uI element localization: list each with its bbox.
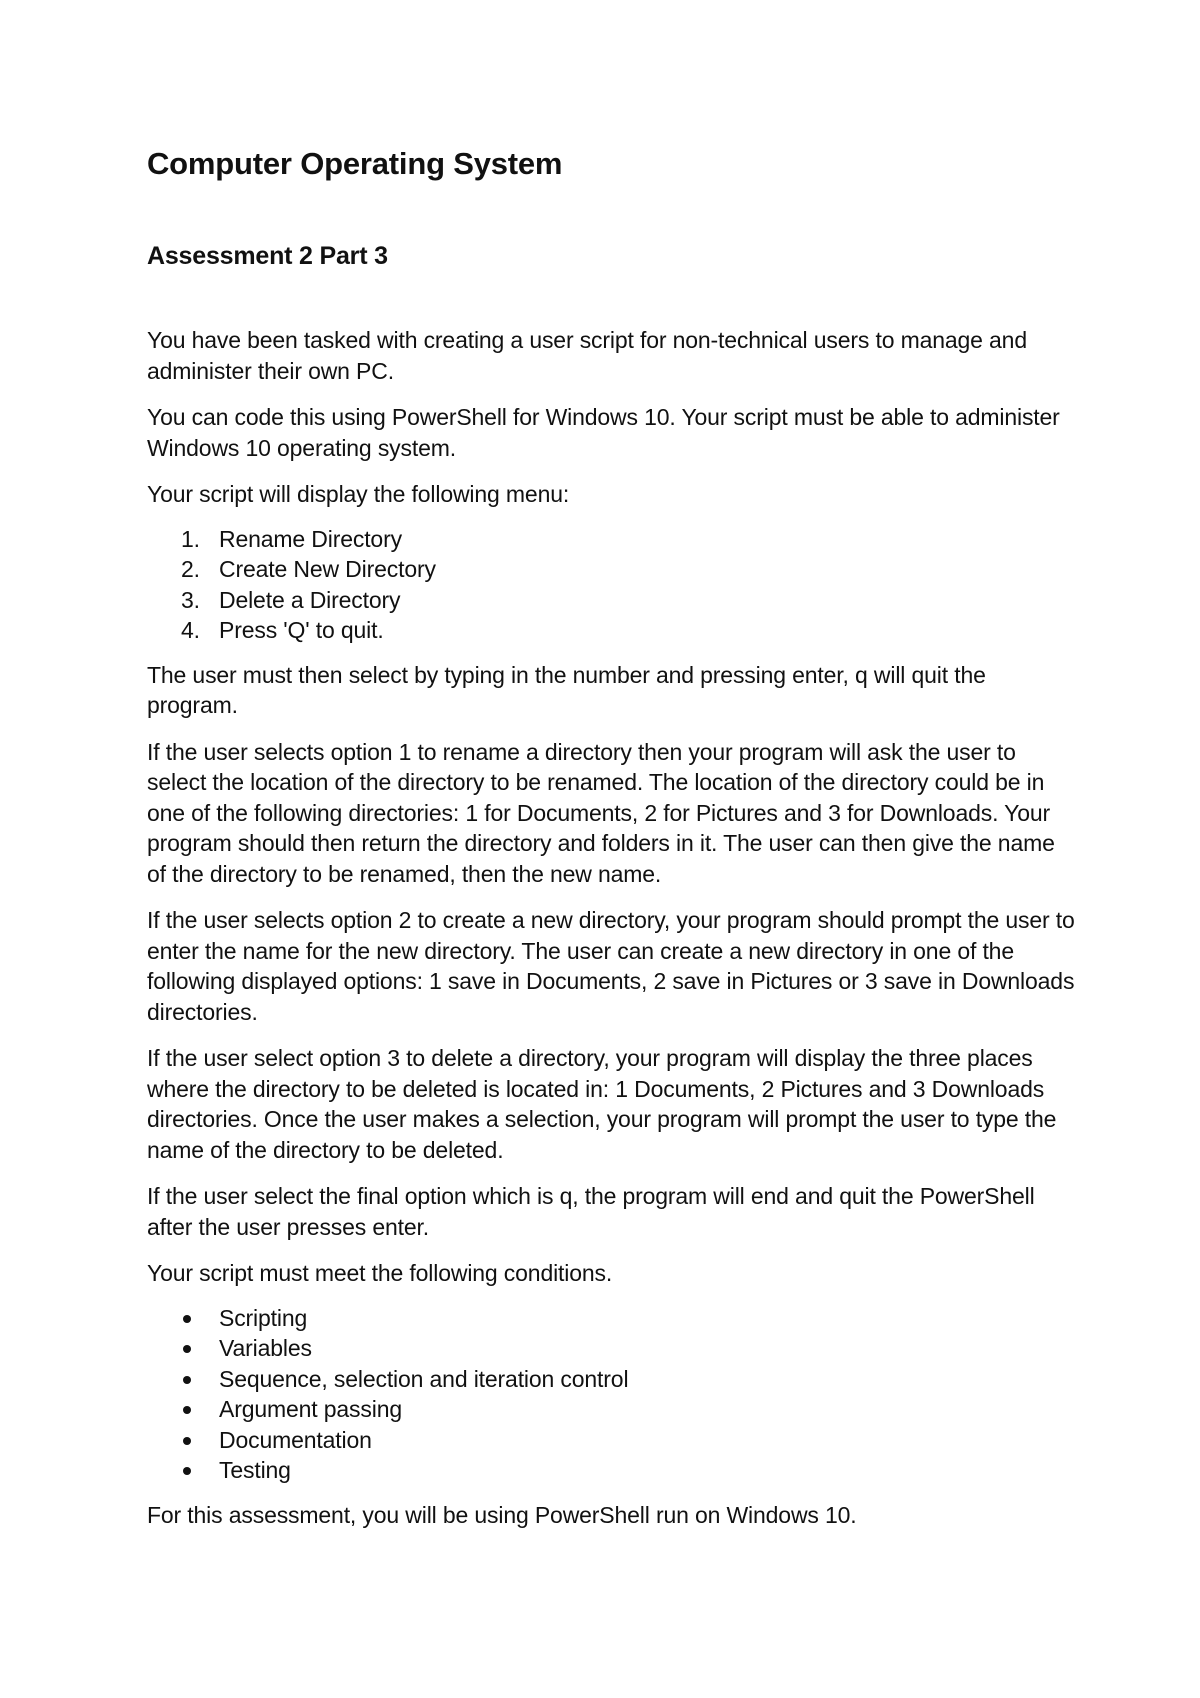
conditions-list-item: [147, 1394, 1077, 1425]
bullet-icon: [183, 1376, 191, 1384]
conditions-list: [147, 1303, 1077, 1486]
conditions-list-item: [147, 1425, 1077, 1456]
menu-list-item: [147, 615, 1077, 646]
document-page: [147, 136, 1077, 1546]
condition-label: Scripting: [219, 1304, 308, 1331]
condition-label: Argument passing: [219, 1396, 402, 1422]
body-paragraph: The user must then select by typing in the number and pressing enter, q will quit the program.: [147, 661, 986, 718]
menu-list-item: [147, 585, 1077, 616]
conditions-list-item: [147, 1333, 1077, 1364]
intro-paragraph: You have been tasked with creating a user script for non-technical users to manage and administer their own PC.: [147, 327, 1027, 384]
body-paragraph: If the user select option 3 to delete a directory, your program will display the three places where the directory to be deleted is located in: 1 Documents, 2 Pictures and 3 Downloads directories. Once the user makes a selection, your program will prompt the user to type the name of the directory to be deleted.: [147, 1045, 1057, 1163]
bullet-icon: [183, 1437, 191, 1445]
body-paragraph: If the user select the final option which is q, the program will end and quit the PowerShell after the user presses enter.: [147, 1183, 1035, 1240]
menu-list-item: [147, 554, 1077, 585]
body-paragraph: Your script must meet the following conditions.: [147, 1260, 613, 1286]
document-subtitle: Assessment 2 Part 3: [147, 242, 388, 270]
conditions-list-item: [147, 1455, 1077, 1486]
menu-item-number: 1.: [181, 525, 200, 552]
document-title: Computer Operating System: [147, 146, 563, 181]
condition-label: Testing: [219, 1457, 291, 1483]
closing-paragraph: For this assessment, you will be using PowerShell run on Windows 10.: [147, 1501, 857, 1528]
bullet-icon: [183, 1467, 191, 1475]
menu-item-number: 4.: [181, 617, 200, 643]
conditions-list-item: [147, 1364, 1077, 1395]
condition-label: Sequence, selection and iteration control: [219, 1365, 629, 1392]
menu-item-label: Delete a Directory: [219, 586, 401, 613]
menu-item-label: Rename Directory: [219, 525, 402, 552]
menu-list: [147, 524, 1077, 646]
intro-paragraph: Your script will display the following menu:: [147, 481, 570, 507]
condition-label: Documentation: [219, 1426, 372, 1453]
intro-paragraph: You can code this using PowerShell for Windows 10. Your script must be able to administer Windows 10 operating system.: [147, 404, 1060, 461]
body-paragraph: If the user selects option 2 to create a new directory, your program should prompt the user to enter the name for the new directory. The user can create a new directory in one of the following displayed options: 1 save in Documents, 2 save in Pictures or 3 save in Downloads directories.: [147, 907, 1075, 1025]
menu-list-item: [147, 524, 1077, 555]
bullet-icon: [183, 1345, 191, 1353]
menu-item-number: 2.: [181, 556, 200, 582]
menu-item-label: Create New Directory: [219, 556, 436, 582]
menu-item-number: 3.: [181, 586, 200, 613]
bullet-icon: [183, 1406, 191, 1414]
menu-item-label: Press 'Q' to quit.: [219, 617, 384, 643]
body-paragraph: If the user selects option 1 to rename a directory then your program will ask the user to select the location of the directory to be renamed. The location of the directory could be in one of the following directories: 1 for Documents, 2 for Pictures and 3 for Downloads. Your program should then return the directory and folders in it. The user can then give the name of the directory to be renamed, then the new name.: [147, 738, 1055, 887]
condition-label: Variables: [219, 1335, 312, 1361]
bullet-icon: [183, 1315, 191, 1323]
conditions-list-item: [147, 1303, 1077, 1334]
